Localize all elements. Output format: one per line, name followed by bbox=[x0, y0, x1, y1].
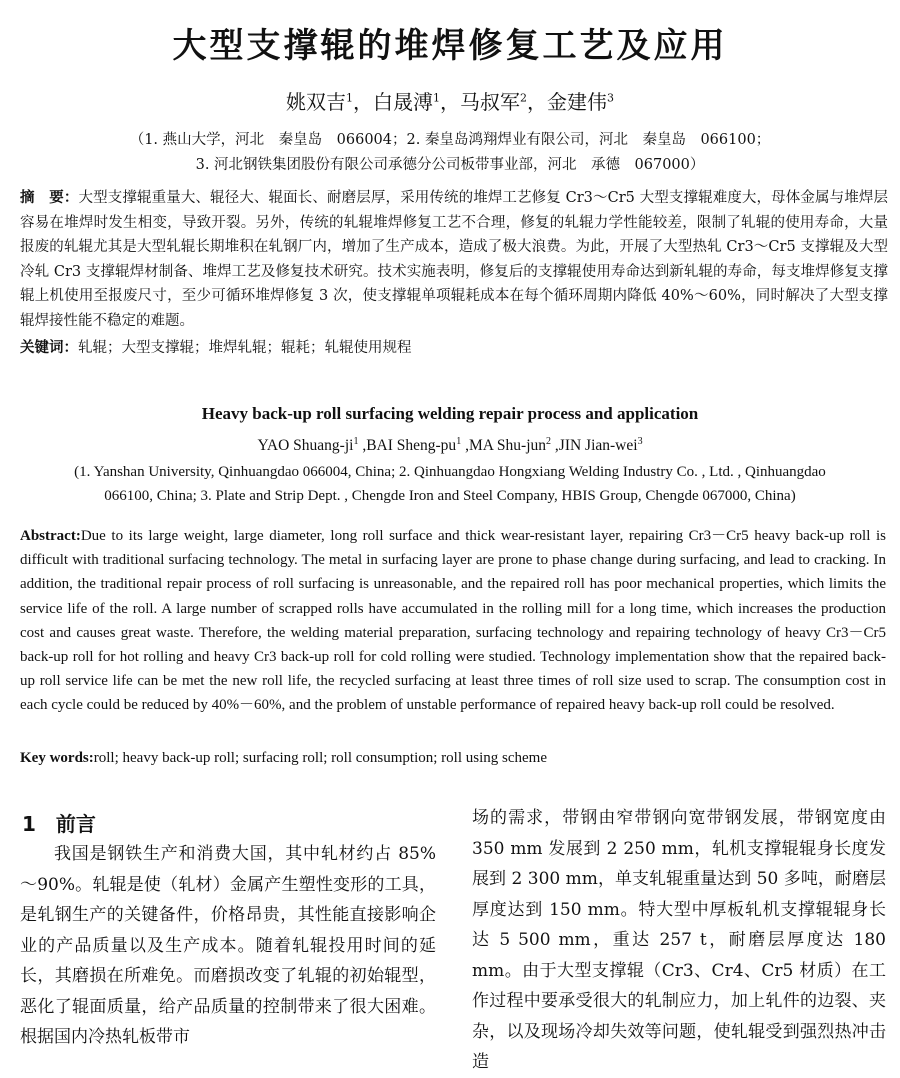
english-author-list bbox=[0, 436, 900, 455]
author-affiliation-mark: 1 bbox=[433, 91, 440, 105]
keywords-en bbox=[20, 750, 886, 767]
author-affiliation-mark: 3 bbox=[607, 91, 614, 105]
english-affiliation-line: 066100, China; 3. Plate and Strip Dept. , Chengde Iron and Steel Company, HBIS Group, Chengde 067000, China) bbox=[104, 488, 796, 504]
keywords-text: 轧辊；大型支撑辊；堆焊轧辊；辊耗；轧辊使用规程 bbox=[78, 340, 412, 356]
author-affiliation-mark: 1 bbox=[346, 91, 353, 105]
author-separator: , bbox=[461, 437, 469, 455]
abstract-label: 摘 要： bbox=[20, 190, 79, 206]
author-affiliation-mark: 2 bbox=[546, 436, 552, 447]
author-separator: ， bbox=[527, 90, 547, 114]
author-separator: , bbox=[358, 437, 367, 455]
keywords-cn bbox=[20, 336, 888, 357]
author-affiliation-mark: 3 bbox=[637, 436, 643, 447]
author-name: BAI Sheng-pu bbox=[366, 437, 457, 455]
author-name: 金建伟 bbox=[547, 90, 607, 114]
abstract-label: Abstract: bbox=[20, 528, 81, 544]
author-name: YAO Shuang-ji bbox=[257, 437, 354, 455]
author-name: 白晟溥 bbox=[373, 90, 433, 114]
author-affiliation-mark: 2 bbox=[520, 91, 527, 105]
author-separator: , bbox=[551, 437, 559, 455]
author-affiliation-mark: 1 bbox=[353, 436, 359, 447]
author-list bbox=[0, 86, 900, 115]
author-separator: ， bbox=[353, 90, 373, 114]
keywords-text: roll; heavy back-up roll; surfacing roll; roll consumption; roll using scheme bbox=[93, 750, 547, 766]
author-affiliation-mark: 1 bbox=[456, 436, 462, 447]
english-affiliation-line: (1. Yanshan University, Qinhuangdao 066004, China; 2. Qinhuangdao Hongxiang Welding Industry Co. , Ltd. , Qinhuangdao bbox=[74, 464, 826, 480]
author-separator: ， bbox=[440, 90, 460, 114]
affiliation-line: 3. 河北钢铁集团股份有限公司承德分公司板带事业部，河北 承德 067000） bbox=[195, 157, 705, 173]
paper-title: 大型支撑辊的堆焊修复工艺及应用 bbox=[172, 26, 728, 66]
body-column-right: 场的需求，带钢由窄带钢向宽带钢发展，带钢宽度由 350 mm 发展到 2 250 mm，轧机支撑辊辊身长度发展到 2 300 mm，单支轧辊重量达到 50 多吨，耐磨层厚度达到 150 mm。特大型中厚板轧机支撑辊辊身长达 5 500 mm，重达 257 t，耐磨层厚度达 180 mm。由于大型支撑辊（Cr3、Cr4、Cr5 材质）在工作过程中要承受很大的轧制应力，加上轧件的边裂、夹杂，以及现场冷却失效等问题，使轧辊受到强烈热冲击造 bbox=[472, 808, 886, 1072]
author-name: 马叔军 bbox=[460, 90, 520, 114]
body-column-left: 我国是钢铁生产和消费大国，其中轧材约占 85%～90%。轧辊是使（轧材）金属产生塑性变形的工具，是轧钢生产的关键备件，价格昂贵，其性能直接影响企业的产品质量以及生产成本。随着轧辊投用时间的延长，其磨损在所难免。而磨损改变了轧辊的初始辊型，恶化了辊面质量，给产品质量的控制带来了很大困难。根据国内冷热轧板带市 bbox=[20, 844, 436, 1047]
author-name: JIN Jian-wei bbox=[558, 437, 638, 455]
abstract-cn bbox=[20, 186, 888, 333]
affiliation-line: （1. 燕山大学，河北 秦皇岛 066004；2. 秦皇岛鸿翔焊业有限公司，河北 秦皇岛 066100； bbox=[129, 132, 771, 148]
author-name: MA Shu-jun bbox=[468, 437, 547, 455]
english-title: Heavy back-up roll surfacing welding repair process and application bbox=[201, 404, 699, 423]
section-heading: 1 前言 bbox=[22, 812, 96, 836]
abstract-text: Due to its large weight, large diameter, long roll surface and thick wear-resistant layer, repairing Cr3－Cr5 heavy back-up roll is difficult with traditional surfacing technology. The metal in surfacing layer are prone to phase change during surfacing, and lead to cracking. In addition, the traditional repair process of roll surfacing is unreasonable, and the repaired roll has poor mechanical properties, which limits the service life of the roll. A large number of scrapped rolls have accumulated in the rolling mill for a long time, which increases the production cost and causes great waste. Therefore, the welding material preparation, surfacing technology and repairing technology of heavy Cr3－Cr5 back-up roll for hot rolling and heavy Cr3 back-up roll for cold rolling were studied. Technology implementation show that the repaired back-up roll service life can be met the new roll life, the recycled surfacing at least three times of roll size used to scrap. The consumption cost in each cycle could be reduced by 40%－60%, and the problem of unstable performance of repaired heavy back-up roll could be resolved. bbox=[20, 528, 886, 714]
keywords-label: 关键词： bbox=[20, 340, 78, 356]
abstract-text: 大型支撑辊重量大、辊径大、辊面长、耐磨层厚，采用传统的堆焊工艺修复 Cr3～Cr5 大型支撑辊难度大，母体金属与堆焊层容易在堆焊时发生相变，导致开裂。另外，传统的轧辊堆焊修复工艺不合理，修复的轧辊力学性能较差，限制了轧辊的使用寿命，大量报废的轧辊尤其是大型轧辊长期堆积在轧钢厂内，增加了生产成本，造成了极大浪费。为此，开展了大型热轧 Cr3～Cr5 支撑辊及大型冷轧 Cr3 支撑辊焊材制备、堆焊工艺及修复技术研究。技术实施表明，修复后的支撑辊使用寿命达到新轧辊的寿命，每支堆焊修复支撑辊上机使用至报废尺寸，至少可循环堆焊修复 3 次，使支撑辊单项辊耗成本在每个循环周期内降低 40%～60%，同时解决了大型支撑辊焊接性能不稳定的难题。 bbox=[20, 190, 889, 329]
abstract-en bbox=[20, 524, 886, 718]
author-name: 姚双吉 bbox=[286, 90, 346, 114]
keywords-label: Key words: bbox=[20, 750, 94, 766]
